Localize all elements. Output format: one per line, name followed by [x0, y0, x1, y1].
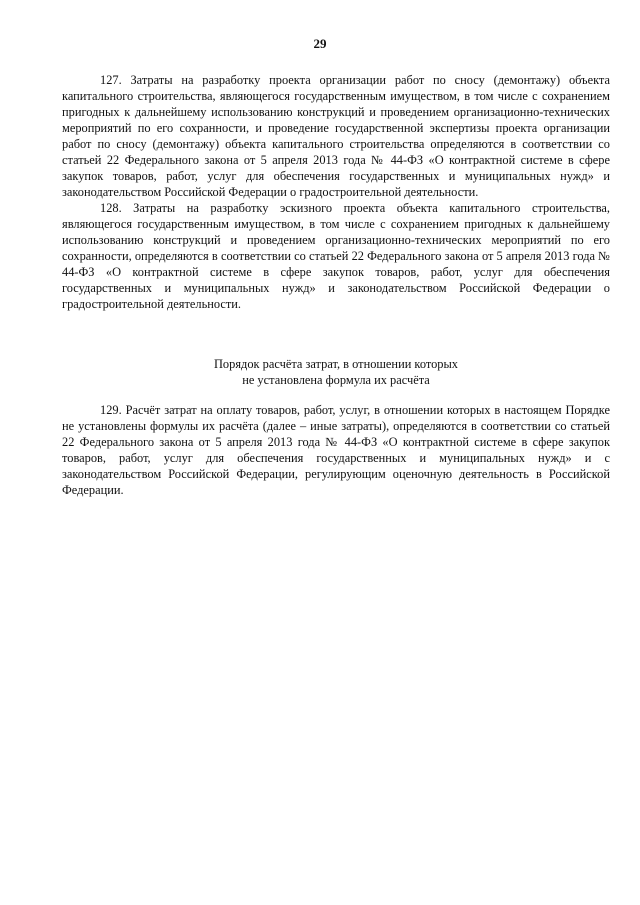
page-content	[62, 72, 610, 498]
paragraph-128: 128. Затраты на разработку эскизного проекта объекта капитального строительства, являющегося государственным имуществом, в том числе с сохранением пригодных к дальнейшему использованию конструкций и проведением организационно-технических мероприятий по его сохранности, определяются в соответствии со статьей 22 Федерального закона от 5 апреля 2013 года № 44-ФЗ «О контрактной системе в сфере закупок товаров, работ, услуг для обеспечения государственных и муниципальных нужд» и законодательством Российской Федерации о градостроительной деятельности.	[62, 201, 610, 311]
paragraph-127: 127. Затраты на разработку проекта организации работ по сносу (демонтажу) объекта капитального строительства, являющегося государственным имуществом, в том числе с сохранением пригодных к дальнейшему использованию конструкций и проведением организационно-технических мероприятий по его сохранности, и проведение государственной экспертизы проекта организации работ по сносу (демонтажу) объекта капитального строительства определяются в соответствии со статьей 22 Федерального закона от 5 апреля 2013 года № 44-ФЗ «О контрактной системе в сфере закупок товаров, работ, услуг для обеспечения государственных и муниципальных нужд» и законодательством Российской Федерации о градостроительной деятельности.	[62, 73, 610, 199]
section-heading-line-2: не установлена формула их расчёта	[242, 373, 430, 387]
paragraph-129: 129. Расчёт затрат на оплату товаров, работ, услуг, в отношении которых в настоящем Порядке не установлены формулы их расчёта (далее – иные затраты), определяются в соответствии со статьей 22 Федерального закона от 5 апреля 2013 года № 44-ФЗ «О контрактной системе в сфере закупок товаров, работ, услуг для обеспечения государственных и муниципальных нужд» и с законодательством Российской Федерации, регулирующим оценочную деятельность в Российской Федерации.	[62, 403, 610, 497]
page-number: 29	[313, 36, 327, 51]
section-heading	[62, 356, 610, 388]
section-heading-line-1: Порядок расчёта затрат, в отношении которых	[213, 357, 459, 371]
